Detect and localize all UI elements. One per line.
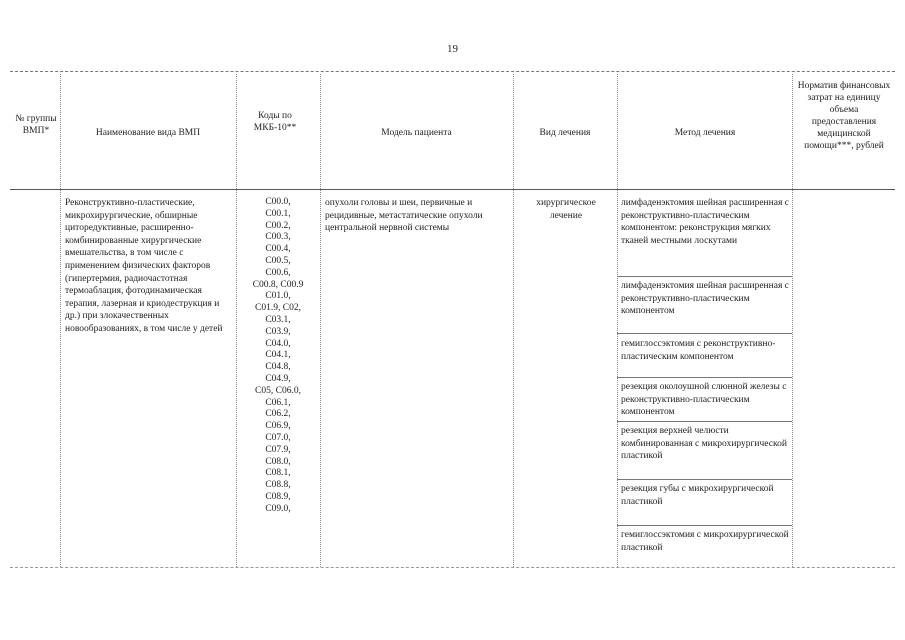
treatment-type: хирургическое лечение bbox=[536, 198, 596, 221]
icd-code: C00.1, bbox=[265, 208, 291, 219]
header-treatment-type: Вид лечения bbox=[539, 128, 591, 138]
method-item: резекция губы с микрохирургической пластикой bbox=[621, 484, 774, 507]
icd-code: C03.9, bbox=[265, 326, 291, 337]
header-name: Наименование вида ВМП bbox=[95, 128, 201, 138]
column-divider bbox=[60, 74, 61, 567]
column-divider bbox=[320, 74, 321, 567]
method-item: лимфаденэктомия шейная расширенная с реконструктивно-пластическим компонентом: реконструкция мягких тканей местными лоскутами bbox=[621, 198, 789, 246]
method-separator bbox=[617, 479, 792, 480]
icd-code: C04.1, bbox=[265, 350, 291, 361]
column-divider bbox=[236, 74, 237, 567]
icd-code: C00.4, bbox=[265, 244, 291, 255]
icd-code: C08.0, bbox=[265, 456, 291, 467]
method-separator bbox=[617, 377, 792, 378]
icd-code: C01.0, bbox=[265, 291, 291, 302]
icd-code: C00.0, bbox=[265, 197, 291, 207]
method-item: гемиглоссэктомия с микрохирургической пластикой bbox=[621, 530, 789, 553]
header-patient-model: Модель пациента bbox=[381, 128, 452, 138]
icd-code: C04.9, bbox=[265, 373, 291, 384]
table-top-border bbox=[10, 71, 895, 72]
icd-code: C06.2, bbox=[265, 409, 291, 420]
vmp-name: Реконструктивно-пластические, микрохирургические, обширные циторедуктивные, расширенно-комбинированные хирургические вмешательства, в том числе с применением физических факторов (гипертермия, радиочастотная термоаблация, фотодинамическая терапия, лазерная и криодеструкция и др.) при злокачественных новообразованиях, в том числе у детей bbox=[65, 198, 223, 334]
column-divider bbox=[513, 74, 514, 567]
icd-code: C00.2, bbox=[265, 220, 291, 231]
method-item: лимфаденэктомия шейная расширенная с реконструктивно-пластическим компонентом bbox=[621, 281, 789, 317]
header-bottom-border bbox=[10, 189, 895, 190]
column-divider bbox=[617, 74, 618, 567]
icd-code: C01.9, C02, bbox=[255, 303, 301, 314]
header-codes: Коды по МКБ-10** bbox=[253, 111, 297, 133]
method-separator bbox=[617, 421, 792, 422]
icd-code: C08.1, bbox=[265, 468, 291, 479]
icd-code: C08.8, bbox=[265, 480, 291, 491]
icd-codes-list bbox=[240, 197, 316, 516]
header-method: Метод лечения bbox=[674, 128, 736, 138]
icd-code: C07.0, bbox=[265, 432, 291, 443]
method-item: гемиглоссэктомия с реконструктивно-пластическим компонентом bbox=[621, 339, 776, 362]
icd-code: C09.0, bbox=[265, 503, 291, 514]
icd-code: C06.9, bbox=[265, 421, 291, 432]
icd-code: C00.6, bbox=[265, 267, 291, 278]
icd-code: C00.3, bbox=[265, 232, 291, 243]
icd-code: C07.9, bbox=[265, 444, 291, 455]
icd-code: C04.0, bbox=[265, 338, 291, 349]
icd-code: C08.9, bbox=[265, 491, 291, 502]
icd-code: C00.8, C00.9 bbox=[252, 279, 304, 290]
icd-code: C06.1, bbox=[265, 397, 291, 408]
column-divider bbox=[792, 74, 793, 567]
header-group-no: № группы ВМП* bbox=[15, 114, 57, 136]
table-bottom-border bbox=[10, 567, 895, 568]
method-item: резекция верхней челюсти комбинированная с микрохирургической пластикой bbox=[621, 426, 787, 462]
icd-code: C03.1, bbox=[265, 314, 291, 325]
icd-code: C00.5, bbox=[265, 255, 291, 266]
icd-code: C04.8, bbox=[265, 362, 291, 373]
icd-code: C05, C06.0, bbox=[255, 385, 301, 396]
method-separator bbox=[617, 276, 792, 277]
method-separator bbox=[617, 525, 792, 526]
method-separator bbox=[617, 333, 792, 334]
patient-model: опухоли головы и шеи, первичные и рецидивные, метастатические опухоли центральной нервной системы bbox=[325, 198, 483, 234]
header-cost: Норматив финансовых затрат на единицу объема предоставления медицинской помощи***, рублей bbox=[797, 81, 891, 151]
method-item: резекция околоушной слюнной железы с реконструктивно-пластическим компонентом bbox=[621, 382, 787, 418]
page-number: 19 bbox=[447, 43, 458, 55]
